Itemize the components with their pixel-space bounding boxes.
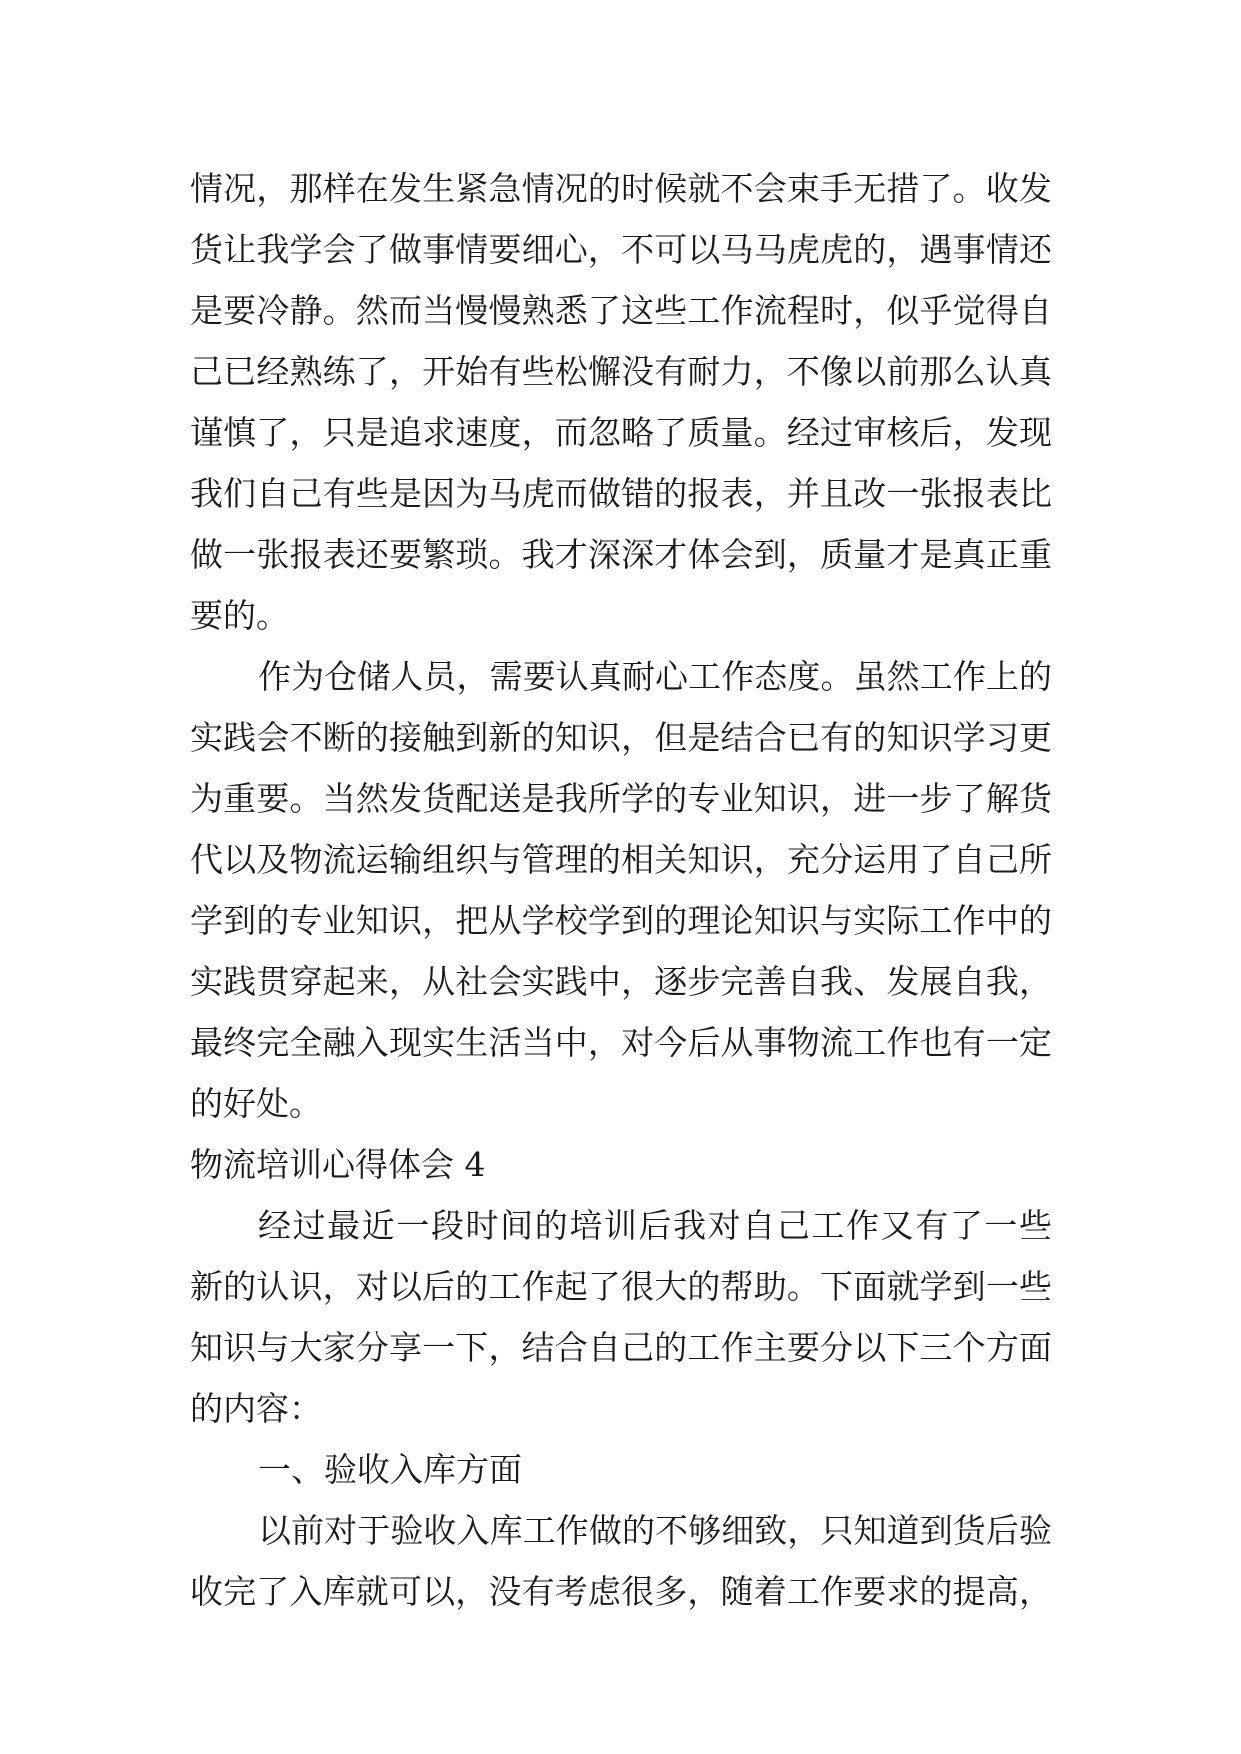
text-line: 己已经熟练了，开始有些松懈没有耐力，不像以前那么认真 (190, 352, 1052, 391)
text-line: 代以及物流运输组织与管理的相关知识，充分运用了自己所 (190, 840, 1052, 879)
text-line: 学到的专业知识，把从学校学到的理论知识与实际工作中的 (190, 901, 1052, 940)
text-line: 的好处。 (190, 1084, 322, 1123)
document-page (190, 158, 1052, 1622)
text-line: 情况，那样在发生紧急情况的时候就不会束手无措了。收发 (190, 169, 1052, 208)
text-line: 以前对于验收入库工作做的不够细致，只知道到货后验 (258, 1511, 1052, 1550)
text-line: 实践贯穿起来，从社会实践中，逐步完善自我、发展自我， (190, 962, 1052, 1001)
text-line: 我们自己有些是因为马虎而做错的报表，并且改一张报表比 (190, 474, 1052, 513)
text-line: 知识与大家分享一下，结合自己的工作主要分以下三个方面 (190, 1328, 1052, 1367)
text-line: 新的认识，对以后的工作起了很大的帮助。下面就学到一些 (190, 1267, 1052, 1306)
text-line: 最终完全融入现实生活当中，对今后从事物流工作也有一定 (190, 1023, 1052, 1062)
text-line: 谨慎了，只是追求速度，而忽略了质量。经过审核后，发现 (190, 413, 1052, 452)
text-line: 是要冷静。然而当慢慢熟悉了这些工作流程时，似乎觉得自 (190, 291, 1052, 330)
text-line: 作为仓储人员，需要认真耐心工作态度。虽然工作上的 (258, 657, 1052, 696)
text-line: 收完了入库就可以，没有考虑很多，随着工作要求的提高， (190, 1572, 1052, 1611)
text-line: 的内容： (190, 1389, 322, 1428)
text-line: 货让我学会了做事情要细心，不可以马马虎虎的，遇事情还 (190, 230, 1052, 269)
text-line: 一、验收入库方面 (258, 1450, 522, 1489)
text-line: 为重要。当然发货配送是我所学的专业知识，进一步了解货 (190, 779, 1052, 818)
text-line: 实践会不断的接触到新的知识，但是结合已有的知识学习更 (190, 718, 1052, 757)
text-line: 经过最近一段时间的培训后我对自己工作又有了一些 (258, 1206, 1052, 1245)
text-line: 要的。 (190, 596, 289, 635)
text-line: 做一张报表还要繁琐。我才深深才体会到，质量才是真正重 (190, 535, 1052, 574)
text-line: 物流培训心得体会 4 (190, 1145, 486, 1184)
